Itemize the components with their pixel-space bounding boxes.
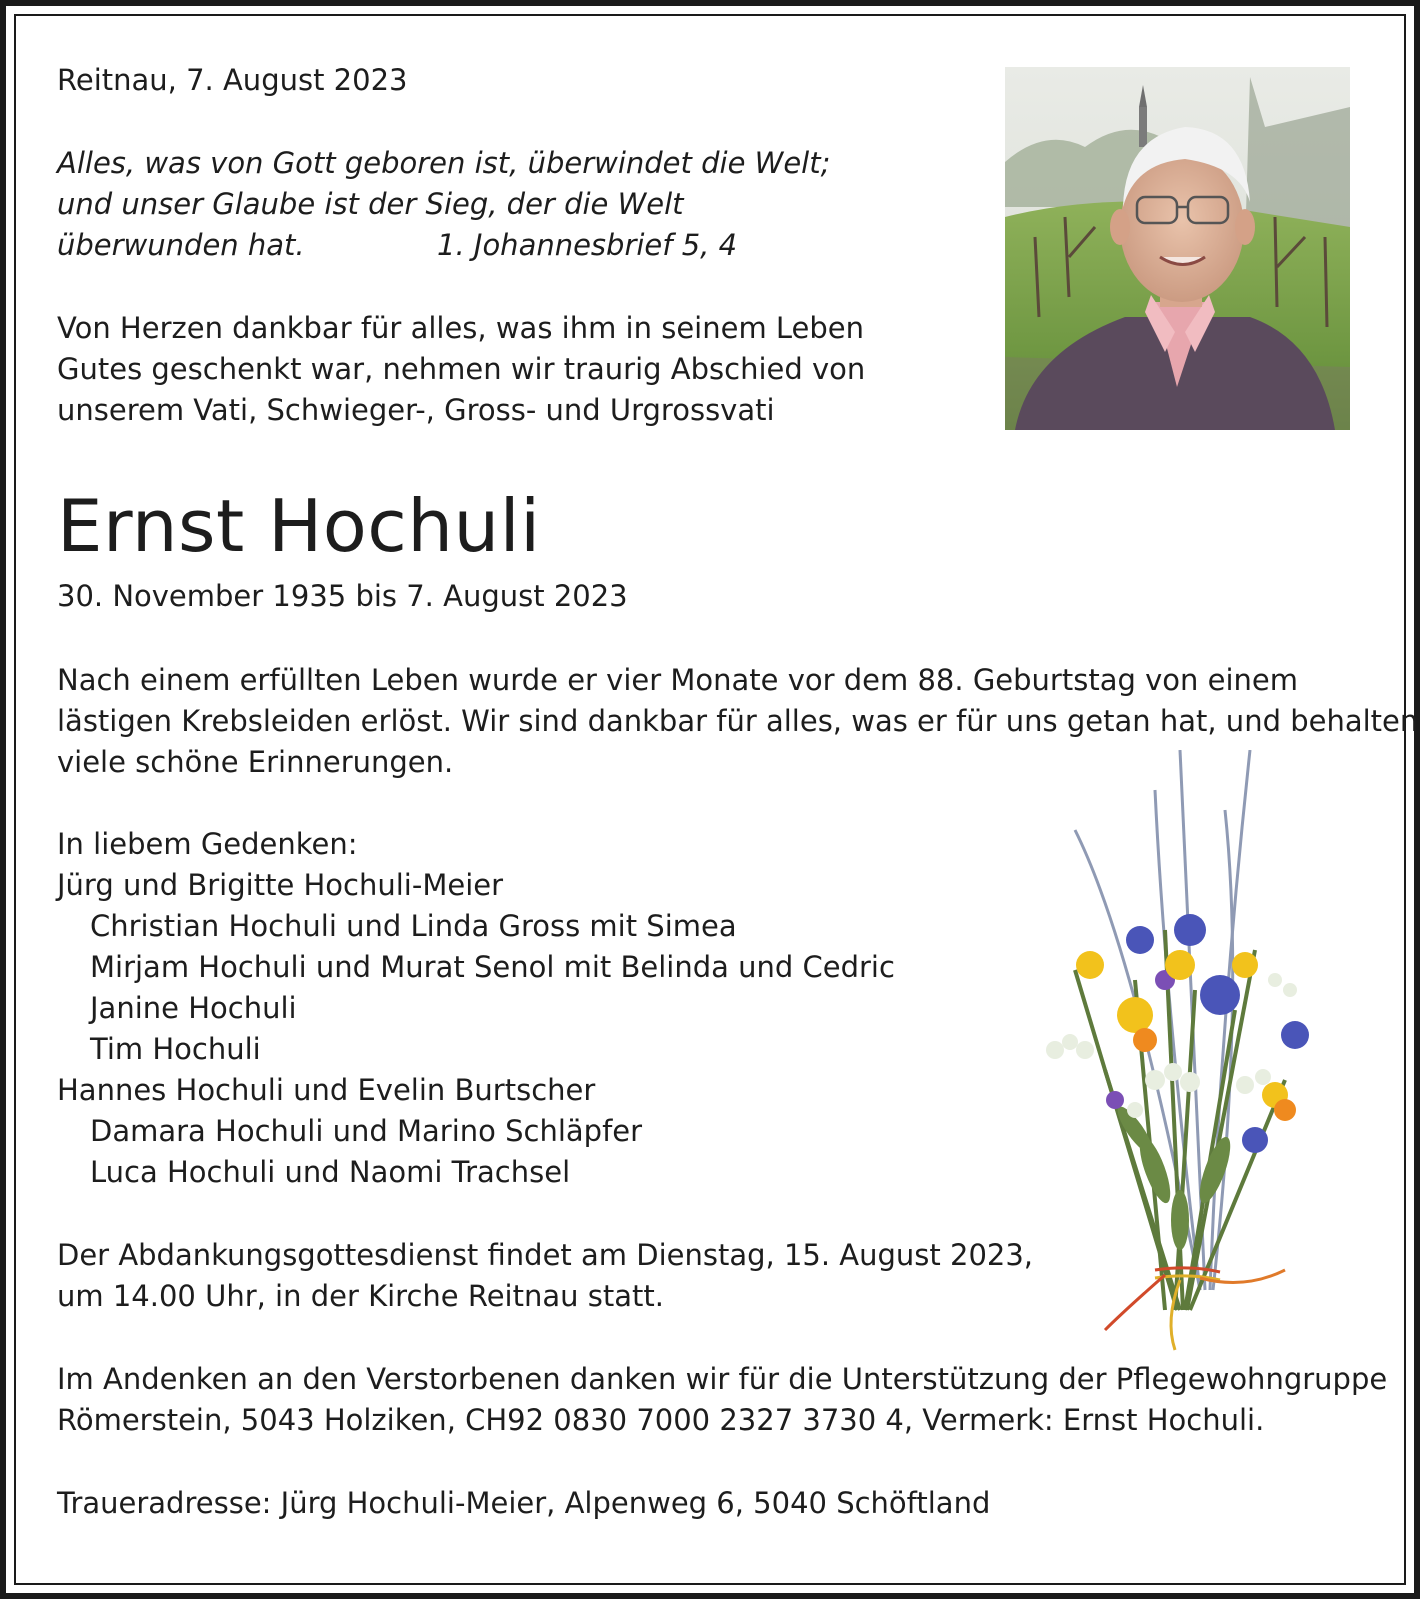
mourner-line: Tim Hochuli [90,1032,261,1066]
donation-line-2: Römerstein, 5043 Holziken, CH92 0830 7000 2327 3730 4, Vermerk: Ernst Hochuli. [57,1403,1265,1437]
message-line-3: viele schöne Erinnerungen. [57,745,454,779]
mourner-line: Christian Hochuli und Linda Gross mit Simea [90,909,737,943]
verse-reference: 1. Johannesbrief 5, 4 [437,228,738,262]
verse-line-1: Alles, was von Gott geboren ist, überwindet die Welt; [57,146,831,180]
mourner-line: Damara Hochuli und Marino Schläpfer [90,1114,643,1148]
portrait-photo [1005,67,1350,430]
intro-line-2: Gutes geschenkt war, nehmen wir traurig Abschied von [57,352,866,386]
verse-line-3: überwunden hat. [57,228,305,262]
mourning-address: Traueradresse: Jürg Hochuli-Meier, Alpenweg 6, 5040 Schöftland [57,1486,991,1520]
mourner-line: Luca Hochuli und Naomi Trachsel [90,1155,571,1189]
deceased-name: Ernst Hochuli [57,484,541,568]
bouquet-illustration [1015,750,1395,1370]
donation-line-1: Im Andenken an den Verstorbenen danken wir für die Unterstützung der Pflegewohngruppe [57,1362,1388,1396]
message-line-2: lästigen Krebsleiden erlöst. Wir sind dankbar für alles, was er für uns getan hat, und behalten [57,704,1419,738]
intro-line-3: unserem Vati, Schwieger-, Gross- und Urgrossvati [57,393,775,427]
life-dates: 30. November 1935 bis 7. August 2023 [57,579,628,613]
mourner-line: Jürg und Brigitte Hochuli-Meier [57,868,504,902]
service-line-2: um 14.00 Uhr, in der Kirche Reitnau statt. [57,1279,664,1313]
mourner-line: Mirjam Hochuli und Murat Senol mit Belinda und Cedric [90,950,895,984]
message-line-1: Nach einem erfüllten Leben wurde er vier Monate vor dem 88. Geburtstag von einem [57,663,1298,697]
verse-line-2: und unser Glaube ist der Sieg, der die Welt [57,187,684,221]
place-date: Reitnau, 7. August 2023 [57,63,408,97]
mourner-line: Janine Hochuli [90,991,297,1025]
mourners-heading: In liebem Gedenken: [57,827,358,861]
service-line-1: Der Abdankungsgottesdienst findet am Dienstag, 15. August 2023, [57,1238,1034,1272]
intro-line-1: Von Herzen dankbar für alles, was ihm in seinem Leben [57,311,865,345]
mourner-line: Hannes Hochuli und Evelin Burtscher [57,1073,596,1107]
